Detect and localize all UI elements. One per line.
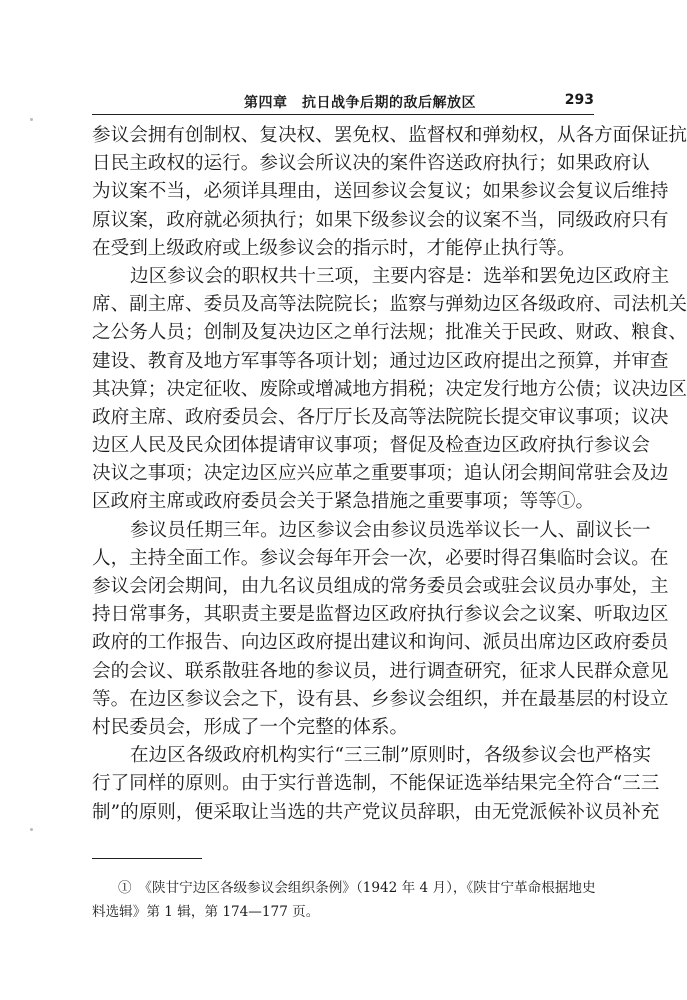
page-number: 293	[564, 92, 594, 108]
running-header	[92, 90, 594, 114]
body-text	[92, 122, 687, 827]
text-line: 之公务人员；创制及复决边区之单行法规；批准关于民政、财政、粮食、	[92, 322, 687, 344]
header-rule	[92, 114, 594, 115]
text-line: 等。在边区参议会之下，设有县、乡参议会组织，并在最基层的村设立	[92, 688, 669, 710]
text-line: 村民委员会，形成了一个完整的体系。	[92, 716, 409, 738]
text-line: 行了同样的原则。由于实行普选制，不能保证选举结果完全符合“三三	[92, 773, 660, 795]
text-line: 区政府主席或政府委员会关于紧急措施之重要事项；等等①。	[92, 491, 595, 513]
text-line: 其决算；决定征收、废除或增减地方捐税；决定发行地方公债；议决边区	[92, 378, 687, 400]
text-line: 日民主政权的运行。参议会所议决的案件咨送政府执行；如果政府认	[92, 153, 650, 175]
text-line: 政府主席、政府委员会、各厅厅长及高等法院院长提交审议事项；议决	[92, 406, 669, 428]
text-line: 政府的工作报告、向边区政府提出建议和询问、派员出席边区政府委员	[92, 632, 669, 654]
text-line: 席、副主席、委员及高等法院院长；监察与弹劾边区各级政府、司法机关	[92, 294, 687, 316]
text-line: 边区人民及民众团体提请审议事项；督促及检查边区政府执行参议会	[92, 435, 650, 457]
text-line: 原议案，政府就必须执行；如果下级参议会的议案不当，同级政府只有	[92, 209, 669, 231]
paragraph-start-line: 在边区各级政府机构实行“三三制”原则时，各级参议会也严格实	[130, 745, 652, 767]
footnote-rule	[92, 858, 202, 859]
text-line: 在受到上级政府或上级参议会的指示时，才能停止执行等。	[92, 237, 576, 259]
paragraph-start-line: 边区参议会的职权共十三项，主要内容是：选举和罢免边区政府主	[130, 265, 670, 287]
text-line: 制”的原则，便采取让当选的共产党议员辞职，由无党派候补议员补充	[92, 801, 660, 823]
paragraph-start-line: 参议员任期三年。边区参议会由参议员选举议长一人、副议长一	[130, 519, 651, 541]
text-line: 建设、教育及地方军事等各项计划；通过边区政府提出之预算，并审查	[92, 350, 669, 372]
text-line: 人，主持全面工作。参议会每年开会一次，必要时得召集临时会议。在	[92, 547, 669, 569]
text-line: 为议案不当，必须详具理由，送回参议会复议；如果参议会复议后维持	[92, 181, 669, 203]
margin-speck	[30, 118, 33, 121]
footnote-line: ① 《陕甘宁边区各级参议会组织条例》（1942 年 4 月），《陕甘宁革命根据地史	[118, 880, 596, 896]
margin-speck	[30, 828, 33, 831]
text-line: 会的会议、联系散驻各地的参议员，进行调查研究，征求人民群众意见	[92, 660, 669, 682]
footnote-line: 料选辑》第 1 辑，第 174—177 页。	[92, 904, 320, 920]
chapter-title: 第四章 抗日战争后期的敌后解放区	[244, 95, 476, 111]
text-line: 持日常事务，其职责主要是监督边区政府执行参议会之议案、听取边区	[92, 604, 669, 626]
text-line: 决议之事项；决定边区应兴应革之重要事项；追认闭会期间常驻会及边	[92, 463, 669, 485]
text-line: 参议会闭会期间，由九名议员组成的常务委员会或驻会议员办事处，主	[92, 576, 669, 597]
text-line: 参议会拥有创制权、复决权、罢免权、监督权和弹劾权，从各方面保证抗	[92, 125, 687, 146]
footnote	[92, 876, 594, 924]
